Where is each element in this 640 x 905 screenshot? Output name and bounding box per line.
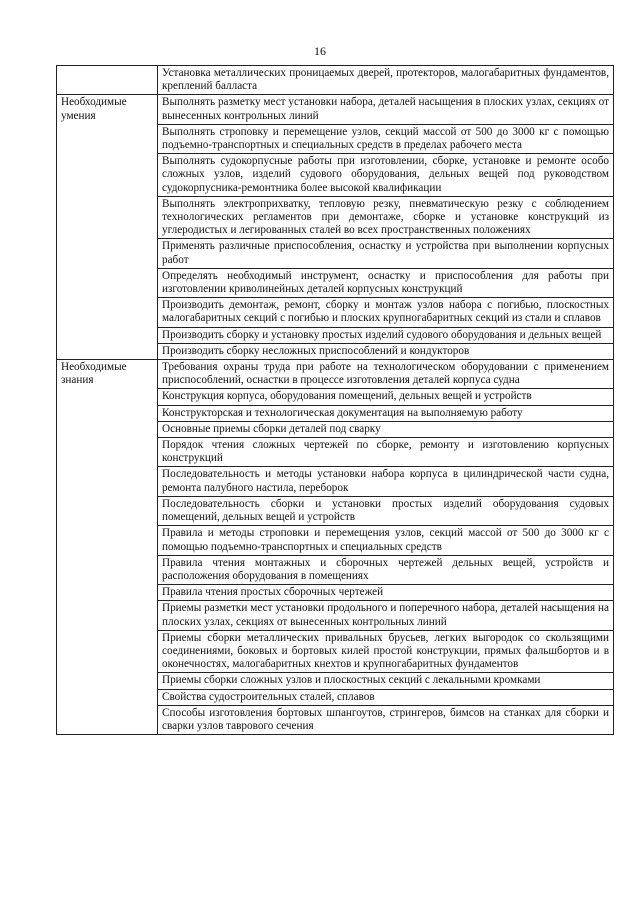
table-row	[57, 95, 614, 124]
table-row	[57, 66, 614, 95]
row-text: Последовательность сборки и установки простых изделий оборудования судовых помещений, дельных вещей и устройств	[158, 496, 614, 525]
row-text: Производить демонтаж, ремонт, сборку и монтаж узлов набора с погибью, плоскостных малогабаритных секций с погибью и плоских крупногабаритных секций из стали и сплавов	[158, 298, 614, 327]
section-label-knowledge: Необходимые знания	[57, 360, 158, 735]
section-label-skills: Необходимые умения	[57, 95, 158, 360]
row-text: Выполнять судокорпусные работы при изготовлении, сборке, установке и ремонте особо сложных узлов, изделий судового оборудования, дельных вещей под руководством судокорпусника-ремонтника более высокой квалификации	[158, 154, 614, 197]
row-text: Правила чтения простых сборочных чертежей	[158, 585, 614, 601]
competency-table	[56, 65, 614, 735]
row-text: Приемы разметки мест установки продольного и поперечного набора, деталей насыщения на плоских узлах, секциях от вынесенных контрольных линий	[158, 601, 614, 630]
row-text: Требования охраны труда при работе на технологическом оборудовании с применением приспособлений, оснастки в процессе изготовления деталей корпуса судна	[158, 360, 614, 389]
row-text: Выполнять строповку и перемещение узлов, секций массой от 500 до 3000 кг с помощью подъемно-транспортных и специальных средств в пределах рабочего места	[158, 124, 614, 153]
row-text: Приемы сборки сложных узлов и плоскостных секций с лекальными кромками	[158, 673, 614, 689]
row-text: Правила чтения монтажных и сборочных чертежей дельных вещей, устройств и расположения оборудования в помещениях	[158, 555, 614, 584]
row-text: Установка металлических проницаемых дверей, протекторов, малогабаритных фундаментов, креплений балласта	[158, 66, 614, 95]
row-text: Конструкция корпуса, оборудования помещений, дельных вещей и устройств	[158, 389, 614, 405]
row-text: Свойства судостроительных сталей, сплавов	[158, 689, 614, 705]
row-text: Последовательность и методы установки набора корпуса в цилиндрической части судна, ремонта палубного настила, переборок	[158, 467, 614, 496]
page-number: 16	[314, 44, 326, 58]
row-text: Конструкторская и технологическая документация на выполняемую работу	[158, 405, 614, 421]
row-label	[57, 66, 158, 95]
row-text: Правила и методы строповки и перемещения узлов, секций массой от 500 до 3000 кг с помощью подъемно-транспортных и специальных средств	[158, 526, 614, 555]
row-text: Определять необходимый инструмент, оснастку и приспособления для работы при изготовлении криволинейных деталей корпусных конструкций	[158, 268, 614, 297]
row-text: Приемы сборки металлических привальных брусьев, легких выгородок со скользящими соединениями, боковых и бортовых килей простой конструкции, прямых фальшбортов и в оконечностях, малогабаритных кнехтов и крупногабаритных фундаментов	[158, 630, 614, 673]
row-text: Основные приемы сборки деталей под сварку	[158, 421, 614, 437]
row-text: Производить сборку несложных приспособлений и кондукторов	[158, 343, 614, 359]
row-text: Порядок чтения сложных чертежей по сборке, ремонту и изготовлению корпусных конструкций	[158, 438, 614, 467]
row-text: Производить сборку и установку простых изделий судового оборудования и дельных вещей	[158, 327, 614, 343]
row-text: Способы изготовления бортовых шпангоутов, стрингеров, бимсов на станках для сборки и сварки узлов таврового сечения	[158, 705, 614, 734]
row-text: Выполнять электроприхватку, тепловую резку, пневматическую резку с соблюдением технологических регламентов при демонтаже, сборке и установке конструкций из углеродистых и легированных сталей во всех пространственных положениях	[158, 196, 614, 239]
row-text: Применять различные приспособления, оснастку и устройства при выполнении корпусных работ	[158, 239, 614, 268]
row-text: Выполнять разметку мест установки набора, деталей насыщения в плоских узлах, секциях от вынесенных контрольных линий	[158, 95, 614, 124]
table-row	[57, 360, 614, 389]
